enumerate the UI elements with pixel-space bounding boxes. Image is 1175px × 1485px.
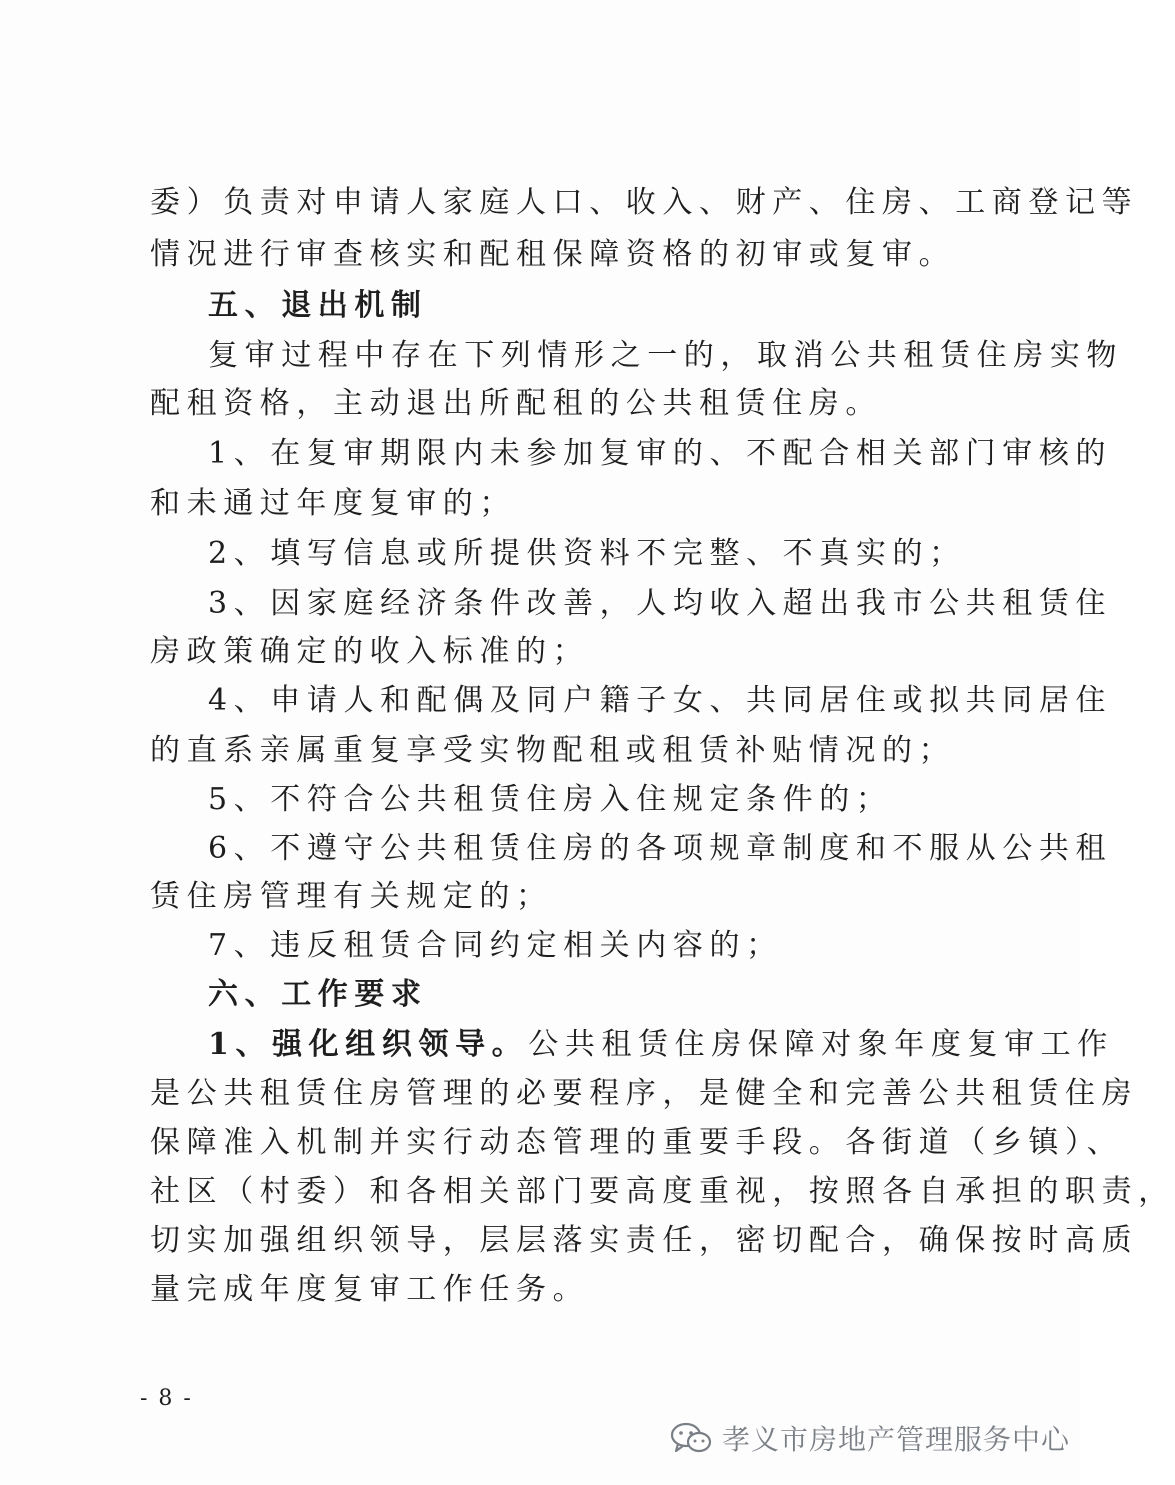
body-line: 房政策确定的收入标准的； — [150, 634, 590, 669]
section-heading-exit: 五、退出机制 — [208, 288, 428, 323]
list-item-7: 7、违反租赁合同约定相关内容的； — [208, 928, 783, 963]
body-line: 配租资格，主动退出所配租的公共租赁住房。 — [150, 386, 882, 421]
requirement-1-line — [208, 1027, 1114, 1063]
list-item-1: 1、在复审期限内未参加复审的、不配合相关部门审核的 — [208, 436, 1113, 471]
list-item-3: 3、因家庭经济条件改善，人均收入超出我市公共租赁住 — [208, 586, 1113, 621]
wechat-icon — [670, 1421, 712, 1455]
list-item-4: 4、申请人和配偶及同户籍子女、共同居住或拟共同居住 — [208, 683, 1113, 718]
page-number: - 8 - — [140, 1386, 193, 1411]
requirement-1-text: 公共租赁住房保障对象年度复审工作 — [528, 1027, 1114, 1062]
body-line: 切实加强组织领导，层层落实责任，密切配合，确保按时高质 — [150, 1223, 1139, 1258]
watermark-text: 孝义市房地产管理服务中心 — [722, 1423, 1071, 1456]
list-item-5: 5、不符合公共租赁住房入住规定条件的； — [208, 782, 893, 817]
requirement-1-lead: 1、强化组织领导。 — [208, 1027, 529, 1062]
body-line: 委）负责对申请人家庭人口、收入、财产、住房、工商登记等 — [150, 185, 1139, 220]
watermark — [670, 1418, 1070, 1458]
body-line: 社区（村委）和各相关部门要高度重视，按照各自承担的职责， — [150, 1174, 1175, 1209]
list-item-2: 2、填写信息或所提供资料不完整、不真实的； — [208, 536, 966, 571]
body-line: 和未通过年度复审的； — [150, 486, 516, 521]
body-line: 复审过程中存在下列情形之一的，取消公共租赁住房实物 — [208, 338, 1123, 373]
body-line: 是公共租赁住房管理的必要程序，是健全和完善公共租赁住房 — [150, 1076, 1139, 1111]
body-line: 量完成年度复审工作任务。 — [150, 1272, 590, 1307]
section-heading-requirements: 六、工作要求 — [208, 977, 428, 1012]
body-line: 的直系亲属重复享受实物配租或租赁补贴情况的； — [150, 733, 956, 768]
body-line: 情况进行审查核实和配租保障资格的初审或复审。 — [150, 237, 956, 272]
body-line: 赁住房管理有关规定的； — [150, 879, 553, 914]
list-item-6: 6、不遵守公共租赁住房的各项规章制度和不服从公共租 — [208, 831, 1113, 866]
body-line: 保障准入机制并实行动态管理的重要手段。各街道（乡镇）、 — [150, 1125, 1124, 1160]
